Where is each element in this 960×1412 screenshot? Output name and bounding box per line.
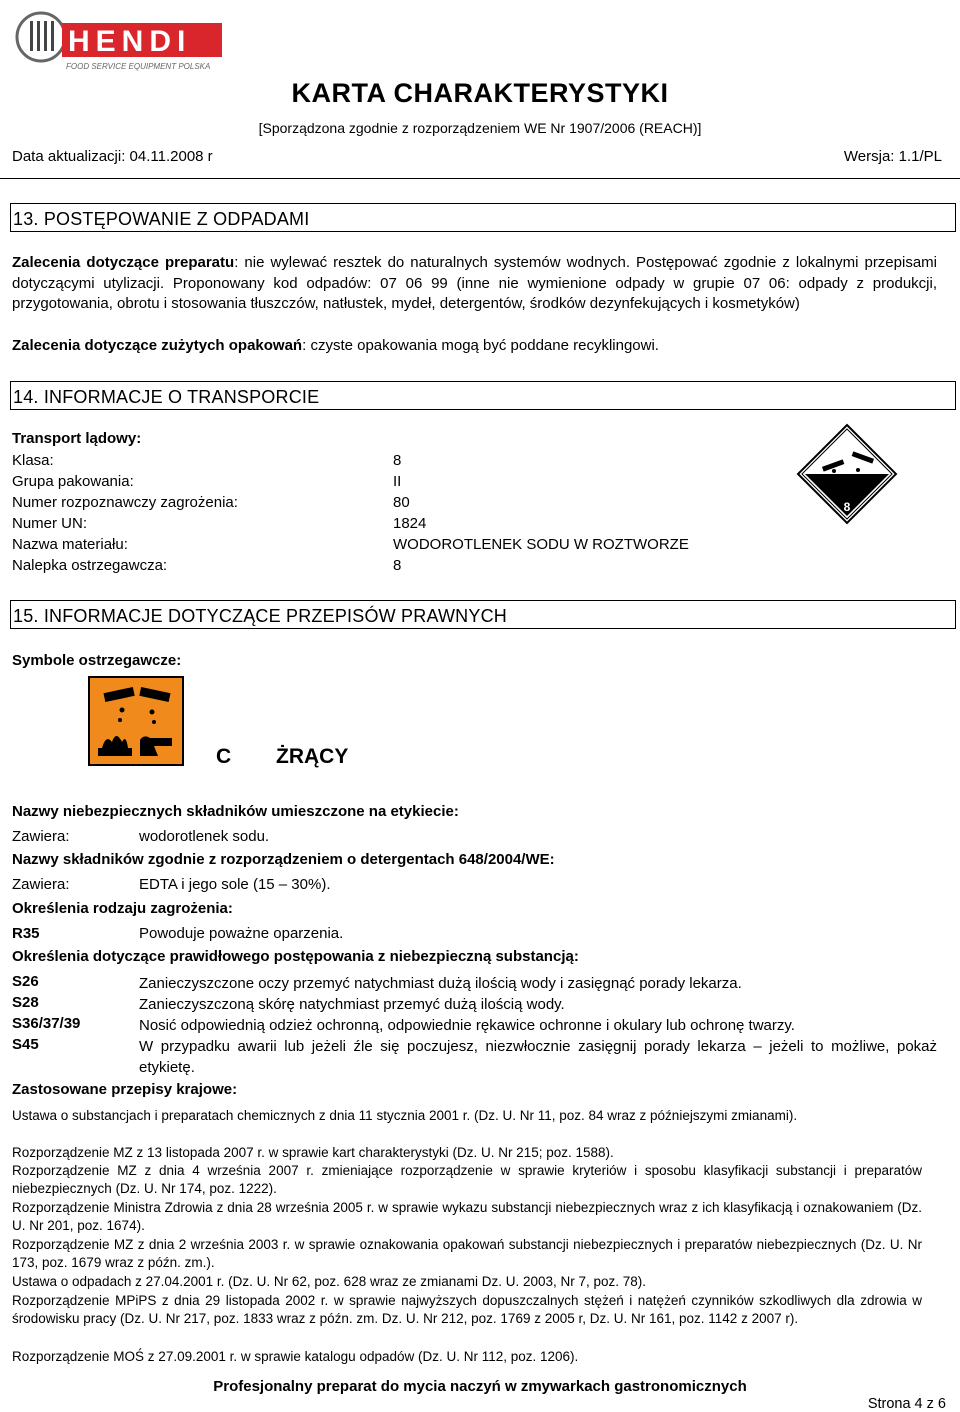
section-13-heading: 13. POSTĘPOWANIE Z ODPADAMI: [10, 203, 956, 232]
laws-heading: Zastosowane przepisy krajowe:: [12, 1081, 238, 1098]
s-phrase-code: S28: [12, 994, 39, 1011]
transport-label: Grupa pakowania:: [12, 473, 134, 490]
s-phrase-text: Zanieczyszczoną skórę natychmiast przemyć dużą ilością wody.: [139, 996, 565, 1013]
law-item: Rozporządzenie MPiPS z dnia 29 listopada 2002 r. w sprawie najwyższych dopuszczalnych stężeń i natężeń czynników szkodliwych dla zdrowia w środowisku pracy (Dz. U. Nr 217, poz. 1833 wraz z późn. zm. Dz. U. Nr 212, poz. 1769 z 2005 r, Dz. U. Nr 161, poz. 1142 z 2007 r).: [12, 1293, 922, 1326]
document-title: KARTA CHARAKTERYSTYKI: [291, 78, 669, 108]
logo-tagline: FOOD SERVICE EQUIPMENT POLSKA: [66, 62, 211, 71]
transport-label: Numer UN:: [12, 515, 88, 532]
document-subtitle: [Sporządzona zgodnie z rozporządzeniem WE Nr 1907/2006 (REACH)]: [258, 120, 702, 136]
section-14-heading: 14. INFORMACJE O TRANSPORCIE: [10, 381, 956, 410]
transport-value: II: [393, 473, 402, 490]
law-item: Rozporządzenie Ministra Zdrowia z dnia 28 września 2005 r. w sprawie wykazu substancji niebezpiecznych wraz z ich klasyfikacją i oznakowaniem (Dz. U. Nr 201, poz. 1674).: [12, 1200, 922, 1233]
page-number: Strona 4 z 6: [867, 1396, 946, 1412]
header-rule: [0, 178, 960, 179]
s-phrase-text: Nosić odpowiednią odzież ochronną, odpowiednie rękawice ochronne i okulary lub ochronę twarzy.: [139, 1017, 795, 1034]
section-13-paragraph-2: [12, 336, 937, 357]
r-phrase-code: R35: [12, 925, 40, 942]
adr-class-8-label-icon: [796, 423, 898, 525]
hendi-logo: [14, 5, 234, 75]
transport-label: Nalepka ostrzegawcza:: [12, 557, 168, 574]
transport-label: Klasa:: [12, 452, 54, 469]
p2-bold: Zalecenia dotyczące zużytych opakowań: [12, 337, 303, 354]
s-phrase-text: Zanieczyszczone oczy przemyć natychmiast dużą ilością wody i zasięgnąć porady lekarza.: [139, 975, 742, 992]
corrosive-symbol-icon: [88, 676, 184, 766]
law-item: Ustawa o odpadach z 27.04.2001 r. (Dz. U. Nr 62, poz. 628 wraz ze zmianami Dz. U. 2003, Nr 7, poz. 78).: [12, 1274, 647, 1289]
contains-value: wodorotlenek sodu.: [139, 828, 270, 845]
s-phrase-code: S26: [12, 973, 39, 990]
section-13-paragraph-1: [12, 253, 937, 315]
s-phrase-text: W przypadku awarii lub jeżeli źle się poczujesz, niezwłocznie zasięgnij porady lekarza – jeżeli to możliwe, pokaż etykietę.: [139, 1038, 937, 1076]
r-phrase-text: Powoduje poważne oparzenia.: [139, 925, 344, 942]
p1-bold: Zalecenia dotyczące preparatu: [12, 254, 235, 271]
transport-value: 80: [393, 494, 410, 511]
logo-ring-icon: [17, 13, 65, 61]
adr-label-number: 8: [843, 500, 851, 514]
law-item: Rozporządzenie MOŚ z 27.09.2001 r. w sprawie katalogu odpadów (Dz. U. Nr 112, poz. 1206).: [12, 1349, 579, 1364]
law-item: Rozporządzenie MZ z dnia 4 września 2007 r. zmieniające rozporządzenie w sprawie kryteriów i sposobu klasyfikacji substancji i preparatów niebezpiecznych (Dz. U. Nr 174, poz. 1222).: [12, 1163, 922, 1196]
transport-value: WODOROTLENEK SODU W ROZTWORZE: [393, 536, 689, 553]
transport-subheading: Transport lądowy:: [12, 430, 142, 447]
law-item: Rozporządzenie MZ z dnia 2 września 2003 r. w sprawie oznakowania opakowań substancji niebezpiecznych i preparatów niebezpiecznych (Dz. U. Nr 173, poz. 1679 wraz z późn. zm.).: [12, 1237, 922, 1270]
version: Wersja: 1.1/PL: [843, 148, 942, 165]
detergent-heading: Nazwy składników zgodnie z rozporządzeniem o detergentach 648/2004/WE:: [12, 851, 555, 868]
update-date: Data aktualizacji: 04.11.2008 r: [12, 148, 213, 165]
footer-text: Profesjonalny preparat do mycia naczyń w zmywarkach gastronomicznych: [213, 1378, 747, 1395]
contains-value: EDTA i jego sole (15 – 30%).: [139, 876, 331, 893]
p1-text: : nie wylewać resztek do naturalnych systemów wodnych. Postępować zgodnie z lokalnymi przepisami dotyczącymi utylizacji. Proponowany kod odpadów: 07 06 99 (inne nie wymienione odpady w grupie 07 06: odpady z produkcji, przygotowania, obrotu i stosowania tłuszczów, natłustek, mydeł, detergentów, środków dezynfekujących i kosmetyków): [12, 254, 937, 312]
symbol-letter: C: [216, 745, 232, 768]
transport-label: Numer rozpoznawczy zagrożenia:: [12, 494, 238, 511]
transport-value: 1824: [393, 515, 427, 532]
safety-heading: Określenia dotyczące prawidłowego postępowania z niebezpieczną substancją:: [12, 948, 579, 965]
transport-value: 8: [393, 452, 402, 469]
contains-label: Zawiera:: [12, 876, 70, 893]
symbols-heading: Symbole ostrzegawcze:: [12, 652, 182, 669]
s-phrase-code: S36/37/39: [12, 1015, 81, 1032]
transport-label: Nazwa materiału:: [12, 536, 128, 553]
hazard-heading: Określenia rodzaju zagrożenia:: [12, 900, 233, 917]
law-item: Rozporządzenie MZ z 13 listopada 2007 r. w sprawie kart charakterystyki (Dz. U. Nr 215; poz. 1588).: [12, 1145, 614, 1160]
section-15-heading: 15. INFORMACJE DOTYCZĄCE PRZEPISÓW PRAWNYCH: [10, 600, 956, 629]
transport-value: 8: [393, 557, 402, 574]
symbol-name: ŻRĄCY: [276, 745, 349, 768]
contains-label: Zawiera:: [12, 828, 70, 845]
p2-text: : czyste opakowania mogą być poddane recyklingowi.: [302, 337, 659, 354]
logo-wordmark: HENDI: [68, 25, 192, 58]
names-heading: Nazwy niebezpiecznych składników umieszczone na etykiecie:: [12, 803, 459, 820]
s-phrase-code: S45: [12, 1036, 39, 1053]
law-item: Ustawa o substancjach i preparatach chemicznych z dnia 11 stycznia 2001 r. (Dz. U. Nr 11, poz. 84 wraz z późniejszymi zmianami).: [12, 1108, 798, 1123]
